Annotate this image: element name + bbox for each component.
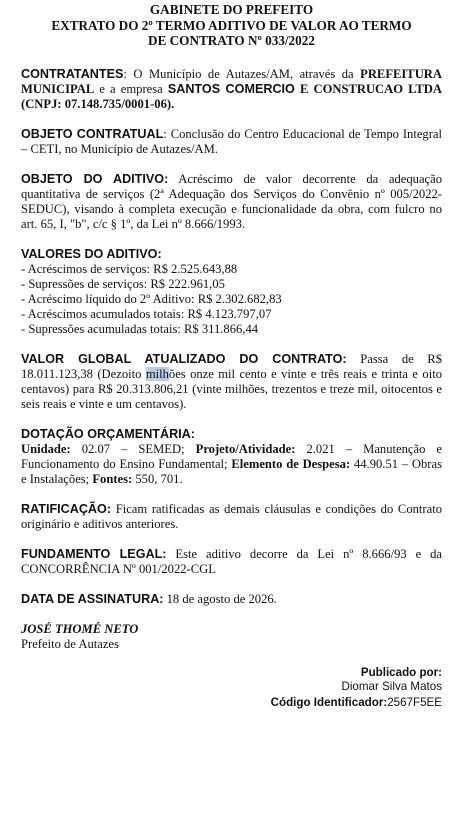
contratantes-label: CONTRATANTES	[21, 66, 124, 81]
ratificacao-paragraph	[21, 502, 442, 532]
contratantes-paragraph	[21, 67, 442, 112]
header-title: EXTRATO DO 2º TERMO ADITIVO DE VALOR AO TERMO	[51, 17, 412, 33]
publication-block	[21, 666, 442, 711]
document-header	[21, 2, 442, 49]
signatory-role: Prefeito de Autazes	[21, 636, 119, 651]
empresa-cnpj: E CONSTRUCAO LTDA (CNPJ: 07.148.735/0001-06).	[21, 81, 442, 111]
dotacao-paragraph	[21, 427, 442, 487]
list-item: - Acréscimo líquido do 2º Aditivo: R$ 2.302.682,83	[21, 291, 282, 306]
ratificacao-text: Ficam ratificadas as demais cláusulas e condições do Contrato originário e aditivos anteriores.	[21, 501, 442, 531]
contratantes-text: : O Município de Autazes/AM, através da	[123, 66, 361, 81]
fundamento-label: FUNDAMENTO LEGAL:	[21, 546, 167, 561]
objeto-contratual-text: : Conclusão do Centro Educacional de Tempo Integral – CETI, no Município de Autazes/AM.	[21, 126, 443, 156]
published-by-label: Publicado por:	[360, 665, 442, 679]
empresa-name: SANTOS COMERCIO	[167, 81, 295, 96]
assinatura-paragraph	[21, 592, 442, 607]
list-item: - Acréscimos acumulados totais: R$ 4.123.797,07	[21, 306, 272, 321]
list-item: - Supressões de serviços: R$ 222.961,05	[21, 276, 225, 291]
valor-global-label: VALOR GLOBAL ATUALIZADO DO CONTRATO:	[21, 351, 347, 366]
identifier-code: 2567F5EE	[387, 695, 442, 709]
list-item: - Acréscimos de serviços: R$ 2.525.643,88	[21, 261, 238, 276]
ratificacao-label: RATIFICAÇÃO:	[21, 501, 112, 516]
contratantes-text-2: e a empresa	[94, 81, 168, 96]
signatory-name: JOSÉ THOMÉ NETO	[21, 621, 139, 636]
fontes-label: Fontes:	[92, 471, 133, 486]
dotacao-label: DOTAÇÃO ORÇAMENTÁRIA:	[21, 426, 195, 441]
fontes-value: 550, 701.	[132, 471, 183, 486]
fundamento-text: Este aditivo decorre da Lei nº 8.666/93 e da CONCORRÊNCIA Nº 001/2022-CGL	[21, 546, 442, 576]
elemento-value: 44.90.51 – Obras e Instalações;	[21, 456, 442, 486]
list-item: - Supressões acumuladas totais: R$ 311.866,44	[21, 321, 259, 336]
header-office: GABINETE DO PREFEITO	[149, 2, 314, 17]
valores-label: VALORES DO ADITIVO:	[21, 246, 162, 261]
unidade-value: 02.07 – SEMED;	[70, 441, 196, 456]
elemento-label: Elemento de Despesa:	[231, 456, 351, 471]
valor-global-text-2: ões onze mil cento e vinte e três reais e trinta e oito centavos) para R$ 20.313.806,21 (vinte milhões, trezentos e treze mil, oitocentos e seis reais e vinte e um centavos).	[21, 366, 442, 411]
assinatura-text: 18 de agosto de 2026.	[163, 591, 277, 606]
objeto-aditivo-label: OBJETO DO ADITIVO:	[21, 171, 169, 186]
valores-section	[21, 247, 442, 337]
publisher-name: Diomar Silva Matos	[341, 680, 442, 693]
valor-global-text: Passa de R$ 18.011.123,38 (Dezoito	[21, 351, 442, 381]
header-contract-number: DE CONTRATO Nº 033/2022	[148, 33, 315, 48]
unidade-label: Unidade:	[21, 441, 71, 456]
projeto-label: Projeto/Atividade:	[195, 441, 296, 456]
text-selection-highlight[interactable]: milh	[145, 366, 169, 381]
objeto-aditivo-paragraph	[21, 172, 442, 232]
objeto-contratual-label: OBJETO CONTRATUAL	[21, 126, 164, 141]
identifier-label: Código Identificador:	[270, 695, 388, 709]
objeto-aditivo-text: Acréscimo de valor decorrente da adequação quantitativa de serviços (2ª Adequação dos Serviços do Convênio nº 005/2022-SEDUC), visando à completa execução e funcionalidade da obra, com fulcro no art. 65, I, "b", c/c § 1º, da Lei nº 8.666/1993.	[21, 171, 443, 231]
assinatura-label: DATA DE ASSINATURA:	[21, 591, 164, 606]
prefeitura-name: PREFEITURA MUNICIPAL	[21, 66, 442, 96]
signature-block	[21, 622, 442, 652]
objeto-contratual-paragraph	[21, 127, 442, 157]
fundamento-paragraph	[21, 547, 442, 577]
valor-global-paragraph	[21, 352, 442, 412]
projeto-value: 2.021 – Manutenção e Funcionamento do Ensino Fundamental;	[21, 441, 442, 471]
